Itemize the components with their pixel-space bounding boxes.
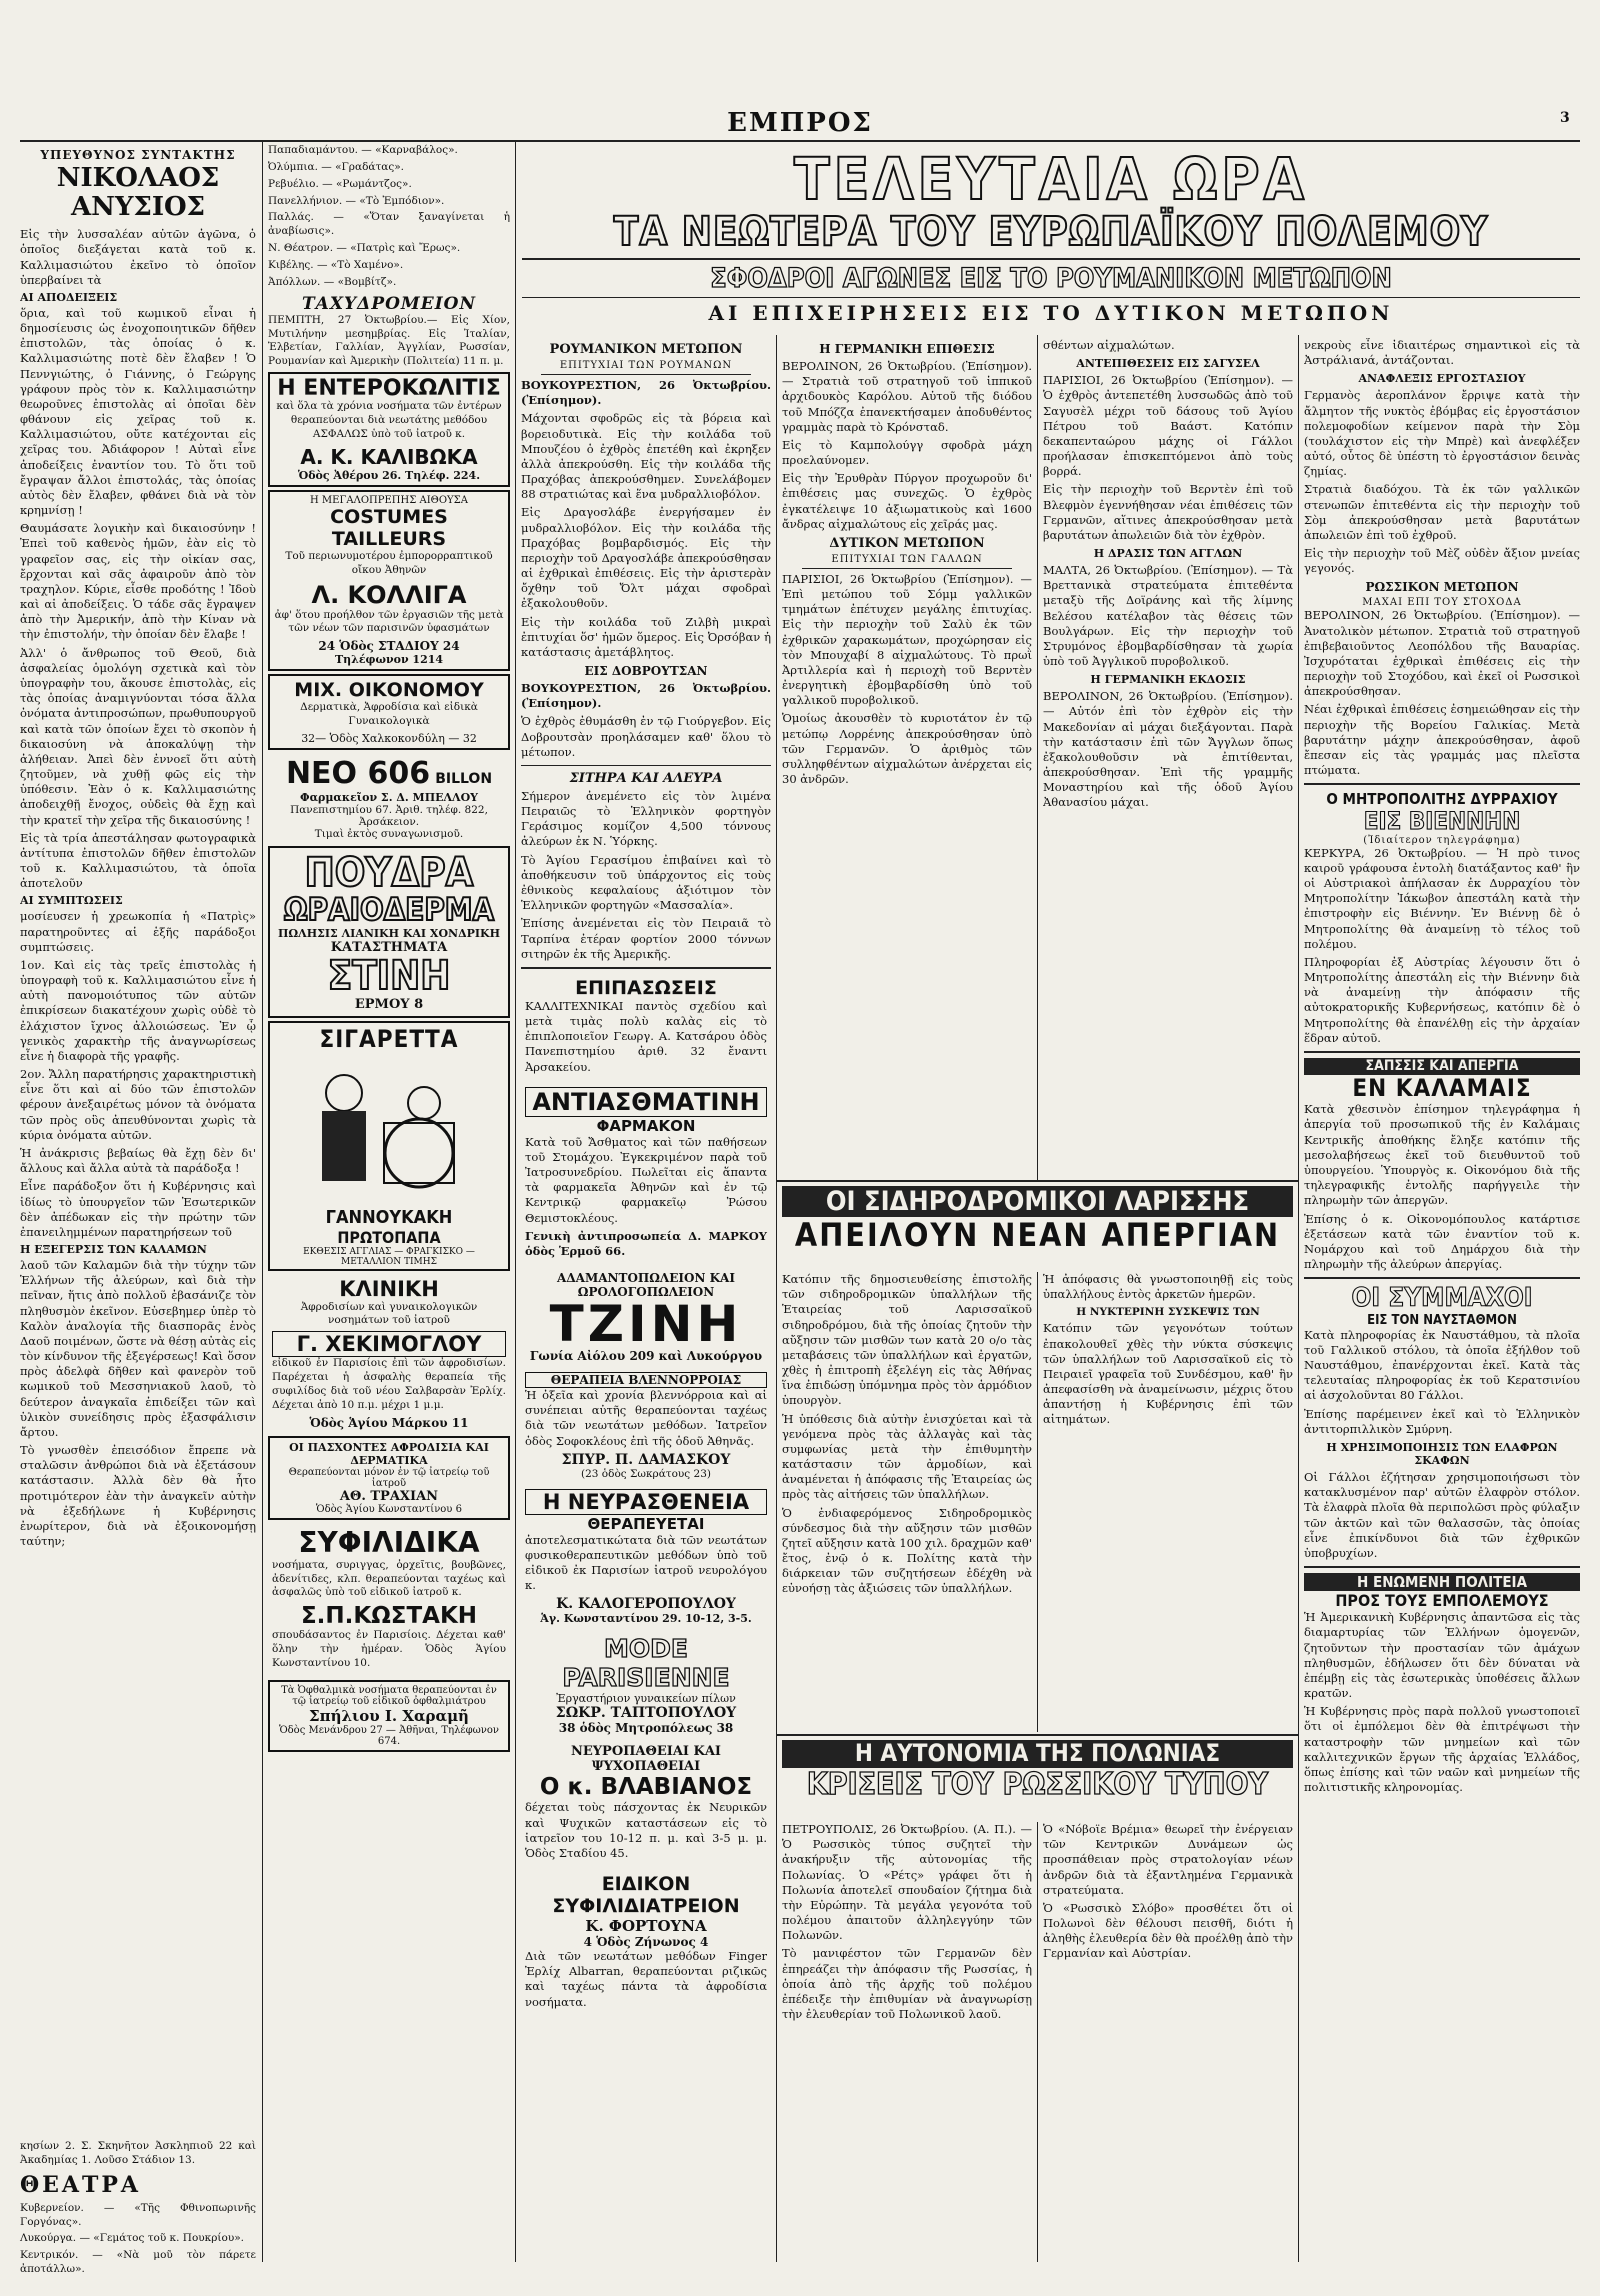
sidehead: Η ΕΞΕΓΕΡΣΙΣ ΤΩΝ ΚΑΛΑΜΩΝ bbox=[20, 1243, 207, 1257]
ad-name: ΜΙΧ. ΟΙΚΟΝΟΜΟΥ bbox=[294, 679, 484, 702]
ad-address: Γωνία Αἰόλου 209 καὶ Λυκούργου bbox=[529, 1349, 763, 1364]
ad-text: σπουδάσαντος ἐν Παρισίοις. Δέχεται καθ' ὅλην τὴν ἡμέραν. Ὁδὸς Ἁγίου Κωνσταντίνου 10. bbox=[272, 1629, 506, 1669]
ad-title: ΕΙΔΙΚΟΝ ΣΥΦΙΛΙΔΙΑΤΡΕΙΟΝ bbox=[552, 1873, 740, 1918]
headline: ΠΡΟΣ ΤΟΥΣ ΕΜΠΟΛΕΜΟΥΣ bbox=[1335, 1591, 1549, 1611]
ad-text: ΚΑΛΛΙΤΕΧΝΙΚΑΙ παντὸς σχεδίου καὶ μετὰ τιμὰς πολὺ καλὰς εἰς τὸ ἐπιπλοποιεῖον Γεωργ. Α. Κατσάρου ὁδὸς Πανεπιστημίου ἀριθ. 32 ἔναντι Ἀρσακείου. bbox=[525, 998, 767, 1074]
sidehead: ΑΙ ΑΠΟΔΕΙΞΕΙΣ bbox=[20, 290, 118, 304]
column-rule bbox=[776, 335, 777, 2262]
article-paragraph: Ἡ Κυβέρνησις πρὸς παρὰ πολλοῦ γνωστοποιεῖ ὅτι οἱ ἐμπόλεμοι δὲν θὰ ἐπιτρέψωσι τὴν καταστροφὴν τῶν μνημείων καὶ τῶν καλλιτεχνικῶν ἔργων τῆς ἀρχαίας Ἑλλάδος, ὅπως ἐπίσης καὶ τῶν ναῶν καὶ μνημείων τῆς πολιτιστικῆς κληρονομίας. bbox=[1304, 1704, 1580, 1795]
post-office-text: ΠΕΜΠΤΗ, 27 Ὀκτωβρίου.— Εἰς Χίον, Μυτιλήνην μεσημβρίας. Εἰς Ἰταλίαν, Ἑλβετίαν, Γαλλίαν, Ἀγγλίαν, Ρωσσίαν, Ρουμανίαν καὶ Ἀμερικὴν (Πολιτεία) 11 π. μ. bbox=[268, 313, 510, 368]
article-paragraph: Εἰς τὴν κοιλάδα τοῦ Ζιλβὴ μικραὶ ἐπιτυχίαι ὅσ' ἡμῶν ὅμερος. Εἰς Ὀρσόβαν ἡ κατάστασις ἀμετάβλητος. bbox=[521, 614, 771, 659]
ad-mode-parisienne bbox=[521, 1631, 771, 1738]
article-paragraph: Στρατιὰ διαδόχου. Τὰ ἐκ τῶν γαλλικῶν στενωπῶν ἐπιτεθέντα εἰς τὴν περιοχὴν τοῦ Σὸμ ἀπεκρούσθησαν μετὰ βαρυτάτων ἀπωλειῶν ἐπὶ τοῦ ἐχθροῦ. bbox=[1304, 482, 1580, 542]
ad-text: ἀποτελεσματικώτατα διὰ τῶν νεωτάτων φυσικοθεραπευτικῶν μεθόδων ὑπὸ τοῦ εἰδικοῦ ἐκ Παρισίων ἰατροῦ νευρολόγου κ. bbox=[525, 1532, 767, 1593]
ad-damaskou bbox=[521, 1369, 771, 1483]
ad-subtitle: ΘΕΡΑΠΕΥΕΤΑΙ bbox=[587, 1514, 705, 1533]
article-paragraph: Κατόπιν τῆς δημοσιευθείσης ἐπιστολῆς τῶν σιδηροδρομικῶν ὑπαλλήλων τῆς Ἑταιρείας τοῦ Λαρισσαϊκοῦ σιδηροδρόμου, διὰ τῆς ὁποίας ζητοῦν τὴν αὔξησιν τῶν μισθῶν των κατὰ 20 ο/ο τὰς μεταβάσεις τῶν ὑπαλλήλων καὶ ἐργατῶν, χθὲς ἡ ἐπιτροπὴ ἐξελέγη εἰς τὰς Ἀθήνας ἵνα ἐπιδώσῃ ὑπόμνημα πρὸς τὸν ἁρμόδιον ὑπουργὸν. bbox=[782, 1272, 1032, 1408]
ad-footer: ΕΚΘΕΣΙΣ ΑΓΓΛΙΑΣ — ΦΡΑΓΚΙΣΚΟ — ΜΕΤΑΛΛΙΟΝ ΤΙΜΗΣ bbox=[303, 1246, 475, 1267]
ad-title: Η ΕΝΤΕΡΟΚΩΛΙΤΙΣ bbox=[277, 376, 501, 402]
article-paragraph: Σήμερον ἀνεμένετο εἰς τὸν λιμένα Πειραιῶς τὸ Ἑλληνικὸν φορτηγὸν Γεράσιμος κομίζον 4,500 τόννους ἀλεύρων ἐκ Ν. Ὑόρκης. bbox=[521, 788, 771, 849]
article-paragraph: Εἶνε παράδοξον ὅτι ἡ Κυβέρνησις καὶ ἰδίως τὸ ὑπουργεῖον τῶν Ἐσωτερικῶν δὲν ἀπέδωκαν εἰς τὴν πρώτην τῶν ἐπανειλημμένων παρατηρήσεων τοῦ bbox=[20, 1179, 256, 1239]
ad-name: ΑΘ. ΤΡΑΧΙΑΝ bbox=[339, 1488, 439, 1504]
ad-address: Γενικὴ ἀντιπροσωπεία Δ. ΜΑΡΚΟΥ ὁδὸς Ἑρμοῦ 66. bbox=[525, 1228, 767, 1258]
ad-title: ΝΕΥΡΟΠΑΘΕΙΑΙ ΚΑΙ ΨΥΧΟΠΑΘΕΙΑΙ bbox=[570, 1744, 721, 1775]
headline: ΕΙΣ ΤΟΝ ΝΑΥΣΤΑΘΜΟΝ bbox=[1367, 1312, 1517, 1328]
column-rule bbox=[1298, 335, 1299, 2262]
ad-name: ΤΖΙΝΗ bbox=[549, 1295, 743, 1354]
address-line: κησίων 2. Σ. Σκηνῆτον Ἀσκληπιοῦ 22 καὶ Ἀκαδημίας 1. Λοῦσο Στάδιον 13. bbox=[20, 2140, 256, 2166]
ad-name: Α. Κ. ΚΑΛΙΒΩΚΑ bbox=[300, 444, 478, 469]
article-paragraph: Εἰς τὴν λυσσαλέαν αὐτῶν ἀγῶνα, ὁ ὁποῖος διεξάγεται κατὰ τοῦ κ. Καλλιμασιώτου ἐκεῖνο τὸ ὁποῖον ὑπερβαίνει τὰ bbox=[20, 227, 256, 287]
article-paragraph: Ἡ ἀπόφασις θὰ γνωστοποιηθῇ εἰς τοὺς ὑπαλλήλους ἐντὸς ἀρκετῶν ἡμερῶν. bbox=[1043, 1272, 1293, 1302]
ad-title: ΚΛΙΝΙΚΗ bbox=[339, 1276, 439, 1301]
headline: ΕΙΣ ΒΙΕΝΝΗΝ bbox=[1363, 807, 1521, 836]
ad-name: Σπήλιου Ι. Χαραμῆ bbox=[309, 1706, 469, 1725]
headline-secondary: ΣΦΟΔΡΟΙ ΑΓΩΝΕΣ ΕΙΣ ΤΟ ΡΟΥΜΑΝΙΚΟΝ ΜΕΤΩΠΟΝ bbox=[710, 263, 1392, 294]
article-paragraph: ΠΑΡΙΣΙΟΙ, 26 Ὀκτωβρίου (Ἐπίσημον). — Ὁ ἐχθρὸς ἀντεπετέθη λυσσωδῶς ἀπὸ τοῦ Σαγυσὲλ μέχρι τοῦ δάσους τοῦ Ἁγίου Πέτρου τοῦ Βαάστ. Κατόπιν δεκαπενταώρου μάχης οἱ Γάλλοι προήλασαν ἐπισκεπτόμενοι ἀπὸ τοὺς βορρά. bbox=[1043, 373, 1293, 479]
theatre-listing: Κεντρικόν. — «Νὰ μοῦ τὸν πάρετε ἀποτάλλω». bbox=[20, 2249, 256, 2276]
ad-phone: Τηλέφωνον 1214 bbox=[334, 653, 444, 667]
theatre-listing: Λυκούργα. — «Γεμάτος τοῦ κ. Πουκρίου». bbox=[20, 2232, 244, 2245]
theatre-listing: Ἀπόλλων. — «Βομβίτζ». bbox=[268, 275, 397, 288]
ad-note: Τιμαὶ ἐκτὸς συναγωνισμοῦ. bbox=[314, 828, 464, 840]
theatre-listing: Παλλάς. — «Ὅταν ξαναγίνεται ἡ ἀναβίωσις». bbox=[268, 211, 510, 238]
ad-address: 24 Ὁδὸς ΣΤΑΔΙΟΥ 24 bbox=[318, 639, 460, 654]
poland-headline bbox=[782, 1740, 1293, 1802]
section-title: Η ΧΡΗΣΙΜΟΠΟΙΗΣΙΣ ΤΩΝ ΕΛΑΦΡΩΝ ΣΚΑΦΩΝ bbox=[1326, 1441, 1558, 1467]
article-paragraph: Εἰς τὴν περιοχὴν τοῦ Βερντὲν ἐπὶ τοῦ Βλεφμὸν ἐγεννήθησαν νέαι ἐπιθέσεις τῶν Γερμανῶν, αἵτινες ἀπεκρούσθησαν μετὰ βαρυτάτων ἀπωλειῶν διὰ τὸν ἐχθρὸν. bbox=[1043, 482, 1293, 542]
ad-address: 32— Ὁδὸς Χαλκοκονδύλη — 32 bbox=[301, 732, 477, 745]
article-paragraph: μοσίευσεν ἡ χρεωκοπία ἡ «Πατρὶς» παρατηροῦντες αἱ ἑξῆς παράδοξοι συμπτώσεις. bbox=[20, 909, 256, 954]
ad-title: ΣΙΓΑΡΕΤΤΑ bbox=[319, 1024, 459, 1053]
column-rule bbox=[1037, 335, 1038, 1180]
ad-fortouna bbox=[521, 1870, 771, 2016]
ad-title: COSTUMES TAILLEURS bbox=[330, 505, 448, 550]
ad-text: Ἐργαστήριον γυναικείων πίλων bbox=[556, 1692, 736, 1706]
section-title: Η ΓΕΡΜΑΝΙΚΗ ΕΚΔΟΣΙΣ bbox=[1090, 673, 1246, 687]
section-title: ΡΩΣΣΙΚΟΝ ΜΕΤΩΠΟΝ bbox=[1365, 580, 1519, 595]
ad-text: Κατὰ τοῦ Ἄσθματος καὶ τῶν παθήσεων τοῦ Στομάχου. Ἐγκεκριμένον παρὰ τοῦ Ἰατροσυνεδρίου. Πωλεῖται εἰς ἅπαντα τὰ φαρμακεῖα Ἀθηνῶν καὶ ἐν τῷ Κεντρικῷ φαρμακεῖῳ Ῥώσου Θεμιστοκλέους. bbox=[525, 1134, 767, 1225]
theatre-title: ΘΕΑΤΡΑ bbox=[20, 2171, 141, 2198]
ad-poudra bbox=[268, 846, 510, 1018]
article-paragraph: ΒΕΡΟΛΙΝΟΝ, 26 Ὀκτωβρίου. (Ἐπίσημον). — Στρατιὰ τοῦ στρατηγοῦ τοῦ ἱππικοῦ ἀρχιδουκὸς Καρόλου. Αὐτοῦ τῆς διόδου τοῦ Μπόζζα ἐπανεκτήσαμεν ἀποδυθέντος γραμμὰς παρὰ τὸ Κρόνσταδ. bbox=[782, 359, 1032, 434]
section-rule bbox=[776, 1734, 1298, 1736]
section-rule bbox=[776, 1180, 1298, 1182]
ad-subtitle: ΠΡΩΤΟΠΑΠΑ bbox=[337, 1227, 441, 1247]
article-paragraph: Ἐπίσης ὁ κ. Οἰκονομόπουλος κατάρτισε ἐξετάσεων κατὰ τῶν ἐναντίον τοῦ κ. Νομάρχου καὶ τοῦ Δημάρχου διὰ τὴν πληρωμὴν τῆς ἀλεύρων ἀπεργίας. bbox=[1304, 1211, 1580, 1272]
article-paragraph: Ὁ «Νόβοϊε Βρέμια» θεωρεῖ τὴν ἐνέργειαν τῶν Κεντρικῶν Δυνάμεων ὡς προσπάθειαν πρὸς στρατολογίαν νέων ἀνδρῶν διὰ τὰ ἐξαντλημένα Γερμανικὰ στρατεύματα. bbox=[1043, 1822, 1293, 1897]
theatre-list bbox=[268, 144, 510, 290]
article-paragraph: Ὁ ἐχθρὸς ἐθυμάσθη ἐν τῷ Γιούργεβον. Εἰς Δοβρουτσὰν προηλάσαμεν καθ' ὅλου τὸ μέτωπον. bbox=[521, 714, 771, 759]
poland-col-b bbox=[1043, 1822, 1293, 2262]
main-headline-block bbox=[522, 145, 1580, 335]
ad-text: ΠΩΛΗΣΙΣ ΛΙΑΝΙΚΗ ΚΑΙ ΧΟΝΔΡΙΚΗ bbox=[278, 926, 500, 940]
ad-head: ΑΔΑΜΑΝΤΟΠΩΛΕΙΟΝ ΚΑΙ ΩΡΟΛΟΓΟΠΩΛΕΙΟΝ bbox=[557, 1271, 735, 1300]
ad-syphilidika bbox=[268, 1523, 510, 1677]
headline: Η ΕΝΩΜΕΝΗ ΠΟΛΙΤΕΙΑ bbox=[1304, 1573, 1580, 1591]
ad-trachian bbox=[268, 1436, 510, 1520]
ad-address: Πανεπιστημίου 67. Ἀριθ. τηλέφ. 822, Ἀρσάκειον. bbox=[290, 804, 488, 828]
article-paragraph: Γερμανὸς ἀεροπλάνον ἔρριψε κατὰ τὴν ἄλμητον τῆς νυκτὸς ἐβόμβας εἰς ἐργοστάσιον πολεμοφοδίων κείμενον παρὰ τὴν Σὸμ (τουλάχιστον εἰς τὴν Μπρὲ) καὶ ἀνεφλέξεν αὐτό, οὗτος δὲ ὑπέστη τὸ ἐργοστάσιον δεινὰς ζημίας. bbox=[1304, 388, 1580, 479]
ad-title: ΣΥΦΙΛΙΔΙΚΑ bbox=[298, 1525, 480, 1559]
article-paragraph: Κατόπιν τῶν γεγονότων τούτων ἐπακολουθεῖ χθὲς τὴν νύκτα σύσκεψις τῶν ὑπαλλήλων τοῦ Λαρισσαϊκοῦ εἰς τὸ Πειραιεῖ γραφεῖα τοῦ Συνδέσμου, καθ' ἣν ἀπεφασίσθη νὰ ἀναμείνωσιν, μέχρις ὅτου ἀπαντήσῃ ἡ Κυβέρνησις ἐπὶ τῶν αἰτημάτων. bbox=[1043, 1321, 1293, 1427]
editor-name: ΝΙΚΟΛΑΟΣ ΑΝΥΣΙΟΣ bbox=[56, 163, 220, 222]
ad-title: ΟΙ ΠΑΣΧΟΝΤΕΣ ΑΦΡΟΔΙΣΙΑ ΚΑΙ ΔΕΡΜΑΤΙΚΑ bbox=[289, 1440, 489, 1467]
ad-title: Η ΝΕΥΡΑΣΘΕΝΕΙΑ bbox=[525, 1489, 767, 1515]
section-title: ΕΙΣ ΔΟΒΡΟΥΤΣΑΝ bbox=[584, 664, 708, 679]
ad-title: ΝΕΟ 606 bbox=[285, 756, 431, 791]
ad-text: Θεραπεύονται μόνον ἐν τῷ ἰατρείῳ τοῦ ἰατροῦ bbox=[288, 1466, 490, 1489]
article-paragraph: Θαυμάσατε λογικὴν καὶ δικαιοσύνην ! Ἐπεὶ τοῦ καθενὸς ἡμῶν, ἐὰν εἰς τὸ γραφεῖον σας, εἰς τὴν οἰκίαν σας, ἔρχονται καὶ σᾶς ἀφαιροῦν ἀπὸ τὸν τραχηλον. Κύριε, εἶσθε προδότης ! Ἰδοὺ καὶ αἱ ἀποδείξεις. Ὁ τάδε σᾶς ἔγραψεν ἀπὸ τὴν Ἀμερικήν, ἀπὸ τὴν Κίναν νὰ τὴν ἐπιστολήν, τὴν ὁποίαν δὲν ἔλαβε ! bbox=[20, 521, 256, 642]
banner-headline: ΤΕΛΕΥΤΑΙΑ ΩΡΑ bbox=[794, 145, 1308, 213]
ad-title: ΠΟΥΔΡΑ bbox=[304, 850, 474, 896]
railway-strike-col-b bbox=[1043, 1272, 1293, 1732]
article-paragraph: ΜΑΛΤΑ, 26 Ὀκτωβρίου. (Ἐπίσημον). — Τὰ Βρεττανικὰ στρατεύματα ἐπιτεθέντα μεταξὺ τῆς Δοϊράνης καὶ τῆς λίμνης Βελέσου κατέλαβον τὰς θέσεις τῶν Βουλγάρων. Εἰς τὴν περιοχὴν τοῦ Στρυμόνος ἐβομβαρδίσθησαν τὰ χωρία ὑπὸ τοῦ Ἀγγλικοῦ πυροβολικοῦ. bbox=[1043, 563, 1293, 669]
section-subtitle: ΕΠΙΤΥΧΙΑΙ ΤΩΝ ΓΑΛΛΩΝ bbox=[831, 553, 983, 565]
ad-text: Δερματικὰ, Ἀφροδίσια καὶ εἰδικὰ Γυναικολογικὰ bbox=[300, 701, 478, 728]
railway-strike-headline bbox=[782, 1186, 1293, 1254]
theatre-listing: Ν. Θέατρον. — «Πατρὶς καὶ Ἔρως». bbox=[268, 242, 461, 255]
theatre-listing: Κυβερνείον. — «Τῆς Φθινοπωρινῆς Γοργόνας». bbox=[20, 2201, 256, 2228]
article-paragraph: Κατὰ χθεσινὸν ἐπίσημον τηλεγράφημα ἡ ἀπεργία τοῦ προσωπικοῦ τῆς ἐν Καλάμαις Κεντρικῆς ἀποθήκης ἔληξε κατόπιν τῆς μεσολαβήσεως ἐκεῖ τοῦ διευθυντοῦ τοῦ ὑπουργείου. Ὑπουργὸς κ. Οἰκονόμου διὰ τῆς τηλεγραφικῆς ἐντολῆς παρήγγειλε τὴν πληρωμὴν τῶν ἀπεργῶν. bbox=[1304, 1102, 1580, 1208]
article-paragraph: Τὸ μανιφέστον τῶν Γερμανῶν δὲν ἐπηρεάζει τὴν ἀπόφασιν τῆς Ρωσσίας, ἡ ὁποία ἀπὸ τῆς ἀρχῆς τοῦ πολέμου ἐπέδειξε τὴν ἐπιθυμίαν νὰ ἀναγνωρίσῃ τὴν ἐλευθερίαν τοῦ Πολωνικοῦ λαοῦ. bbox=[782, 1946, 1032, 2022]
masthead-rule bbox=[20, 140, 1580, 142]
dateline: ΒΟΥΚΟΥΡΕΣΤΙΟΝ, 26 Ὀκτωβρίου. (Ἐπίσημον). bbox=[521, 681, 771, 711]
theatre-listing: Ρεβυέλιο. — «Ρωμάντζος». bbox=[268, 177, 412, 190]
ad-address: Ὁδὸς Μενάνδρου 27 — Ἀθῆναι, Τηλέφωνον 674. bbox=[279, 1724, 499, 1747]
ad-name: ΣΠΥΡ. Π. ΔΑΜΑΣΚΟΥ bbox=[561, 1451, 731, 1468]
ad-cigarettes bbox=[268, 1021, 510, 1271]
ad-name: Κ. ΚΑΛΟΓΕΡΟΠΟΥΛΟΥ bbox=[556, 1596, 736, 1613]
section-title: Η ΓΕΡΜΑΝΙΚΗ ΕΠΙΘΕΣΙΣ bbox=[819, 342, 995, 356]
section-title: ΣΙΤΗΡΑ ΚΑΙ ΑΛΕΥΡΑ bbox=[569, 770, 723, 786]
ad-address: 38 ὁδὸς Μητροπόλεως 38 bbox=[558, 1721, 734, 1736]
ad-name: ΣΩΚΡ. ΤΑΠΤΟΠΟΥΛΟΥ bbox=[555, 1705, 737, 1722]
railway-strike-col-a bbox=[782, 1272, 1032, 1732]
article-paragraph: ΠΑΡΙΣΙΟΙ, 26 Ὀκτωβρίου (Ἐπίσημον). — Ἐπὶ μετώπου τοῦ Σόμμ γαλλικῶν τμημάτων ἐπέτυχεν μεγάλης ἐπιτυχίας. Εἰς τὴν περιοχὴν τοῦ Σαλὺ ἐκ τῶν ἐχθρικῶν χαρακωμάτων, προχώρησαν εἰς τὸν Μπουχαβί 8 αἰχμαλώτους. Τὸ πρωῒ Ἀρτιλλερία καὶ ἡ περιοχὴ τοῦ Βερντὲν ἐνεργητικὴ ἐβομβαρδίσθη ὑπὸ τοῦ γαλλικοῦ πυροβολικοῦ. bbox=[782, 571, 1032, 708]
article-paragraph: Ἡ ἀνάκρισις βεβαίως θὰ ἔχῃ δὲν δι' ἄλλους καὶ ἄλλα αὐτὰ τὰ παράδοξα ! bbox=[20, 1145, 256, 1176]
article-paragraph: Οἱ Γάλλοι ἐζήτησαν χρησιμοποιήσωσι τὸν κατακλυσμένον παρ' αὐτῶν ἐλαφρὸν στόλον. Τὰ ἐλαφρὰ πλοῖα θὰ περιπολῶσι πρὸς φύλαξιν τῶν ἀκτῶν καὶ τῶν θαλασσῶν, τὰς ὁποίας εἶνε ἐπικίνδυνοι διὰ τῶν ἐχθρικῶν ὑποβρυχίων. bbox=[1304, 1470, 1580, 1560]
article-paragraph: Εἰς Δραγοσλάβε ἐνεργήσαμεν ἐν μυδραλλιοβόλον. Εἰς τὴν κοιλάδα τῆς Πραχόβας βομβαρδισμός. Εἰς τὴν περιοχὴν τοῦ Δραγοσλάβε ἀπεκρούσθησαν αἱ ἐχθρικαὶ ἐπιθέσεις. Εἰς τὴν ἀριστερὰν ὄχθην τοῦ Ὄλτ μάχαι σφοδραὶ ἐξακολουθοῦν. bbox=[521, 505, 771, 611]
poland-col-a bbox=[782, 1822, 1032, 2262]
article-paragraph: Ὁμοίως ἀκουσθὲν τὸ κυριοτάτον ἐν τῷ μετώπῳ Λορρένης ἀπεκρούσθησαν ὑπὸ τῶν Γερμανῶν. Ὁ ἀριθμὸς τῶν συλληφθέντων αἰχμαλώτων ἀνέρχεται εἰς 30 ἀνδρῶν. bbox=[782, 711, 1032, 787]
headline: ΟΙ ΣΙΔΗΡΟΔΡΟΜΙΚΟΙ ΛΑΡΙΣΣΗΣ bbox=[782, 1186, 1293, 1217]
ad-title: ΩΡΑΙΟΔΕΡΜΑ bbox=[283, 892, 495, 928]
ad-brand: ΓΑΝΝΟΥΚΑΚΗ bbox=[325, 1206, 453, 1228]
article-paragraph: Ἡ ὑπόθεσις διὰ αὐτὴν ἐνισχύεται καὶ τὰ γενόμενα πρὸς τὰς ἀλλαγὰς καὶ τὰς συμφωνίας μετὰ τὴν ἐπιθυμητὴν κατάστασιν τῶν ἀρμοδίων, καὶ ἀναμένεται ἡ ἀπόφασις τῆς Ἑταιρείας ὡς πρὸς τὰς αἰτήσεις τῶν ὑπαλλήλων. bbox=[782, 1411, 1032, 1502]
article-paragraph: Ἐπίσης ἀνεμένεται εἰς τὸν Πειραιᾶ τὸ Ταρπίνα ἐτέραν φορτίον 2000 τόννων σιτηρῶν ἐκ τῆς Ἀμερικῆς. bbox=[521, 916, 771, 961]
section-title: ΡΟΥΜΑΝΙΚΟΝ ΜΕΤΩΠΟΝ bbox=[549, 342, 743, 357]
ad-antiasthmatine bbox=[521, 1084, 771, 1265]
article-paragraph: σθέντων αἰχμαλώτων. bbox=[1043, 338, 1175, 352]
theatre-listing: Ὀλύμπια. — «Γραδάτας». bbox=[268, 160, 405, 173]
article-paragraph: Μάχονται σφοδρῶς εἰς τὰ βόρεια καὶ βορειοδυτικὰ. Εἰς τὴν κοιλάδα τοῦ Μπουζέου ὁ ἐχθρὸς ἐπετέθη καὶ ἐκρηξεν ἀλλὰ ἀπεκρούσθη. Εἰς τὴν κοιλάδα τῆς Πραχόβας ἀπεκρούσθημεν. Συνελάβομεν 88 στρατιώτας καὶ ἕνα μυδραλλιοβόλον. bbox=[521, 411, 771, 502]
ad-text: Τὰ Ὀφθαλμικὰ νοσήματα θεραπεύονται ἐν τῷ ἰατρείῳ τοῦ εἰδικοῦ ὀφθαλμιάτρου bbox=[281, 1684, 497, 1707]
section-title: Η ΔΡΑΣΙΣ ΤΩΝ ΑΓΓΛΩΝ bbox=[1093, 547, 1243, 561]
headline: Ο ΜΗΤΡΟΠΟΛΙΤΗΣ ΔΥΡΡΑΧΙΟΥ bbox=[1326, 790, 1558, 809]
column-5 bbox=[1043, 338, 1293, 1178]
theatre-block bbox=[20, 2140, 256, 2280]
article-paragraph: Εἰς τὴν περιοχὴν τοῦ Μὲζ οὐδὲν ἄξιον μνείας γεγονός. bbox=[1304, 546, 1580, 576]
article-paragraph: Ἀλλ' ὁ ἄνθρωπος τοῦ Θεοῦ, διὰ ἀσφαλείας ὁμολόγη σχετικὰ καὶ τὸν ὑπογραφὴν του, ἄκουσε ἐπιστολὰς, εἰς τὰς ὁποίας ἀναμιγνύονται τόσα ἄλλα ὀνόματα ἀντιπροσώπων, πρωθυπουργοῦ καὶ κατὰ τῶν ὁποίων ἔχει τὸ σκοπὸν ἡ δικαιοσύνη νὰ ἀποκαλύψῃ τὴν ἀλήθειαν. Ἀπεὶ δὲν ἐννοεῖ ὅτι αὐτὴ ζητοῦμεν, νὰ χυθῇ φῶς εἰς τὴν ὑπόθεσιν. Ἐὰν ὁ κ. Καλλιμασιώτης ἀποδειχθῇ ἔνοχος, οὐδεὶς θὰ ἔχῃ καὶ τὴν κρατεῖ τὴν χεῖρα τῆς δικαιοσύνης ! bbox=[20, 645, 256, 827]
masthead-title: ΕΜΠΡΟΣ bbox=[727, 108, 873, 138]
ad-subtitle: ΦΑΡΜΑΚΟΝ bbox=[596, 1116, 696, 1135]
article-paragraph: Εἰς τὴν Ἐρυθρὰν Πύργον προχωροῦν δι' ἐπιθέσεις μας συνεχῶς. Ὁ ἐχθρὸς ἐγκατέλειψε 10 ἀξιωματικοὺς καὶ 1600 ἄνδρας αἰχμαλώτους εἰς χεῖράς μας. bbox=[782, 471, 1032, 531]
ad-title: ΘΕΡΑΠΕΙΑ ΒΛΕΝΝΟΡΡΟΙΑΣ bbox=[525, 1372, 767, 1388]
headline: ΣΑΠΣΣΙΣ ΚΑΙ ΑΠΕΡΓΙΑ bbox=[1304, 1058, 1580, 1075]
article-paragraph: ΒΕΡΟΛΙΝΟΝ, 26 Ὀκτωβρίου. (Ἐπίσημον). — Ἀνατολικὸν μέτωπον. Στρατιὰ τοῦ στρατηγοῦ ἐπιβεβαιοῦντος Λεοπόλδου τῆς Βαυαρίας. Ἰσχυρόταται ἐχθρικαὶ ἐπιθέσεις εἰς τὴν περιοχὴν τοῦ Στοχόδου, καὶ ἐκεῖ οἱ Ρωσσικοὶ ἀπεκρούσθησαν. bbox=[1304, 608, 1580, 699]
ad-text: ἀφ' ὅτου προήλθον τῶν ἐργασιῶν τῆς μετὰ τῶν νέων τῶν παρισινῶν ὑφασμάτων bbox=[274, 608, 504, 635]
theatre-listing: Κιβέλης. — «Τὸ Χαμένο». bbox=[268, 259, 404, 272]
ad-text: Διὰ τῶν νεωτάτων μεθόδων Finger Ἐρλίχ Albarran, θεραπεύονται ριζικῶς καὶ ταχέως πάντα τὰ ἀφροδίσια νοσήματα. bbox=[525, 1949, 767, 2009]
headline: ΟΙ ΣΥΜΜΑΧΟΙ bbox=[1351, 1283, 1533, 1314]
ad-title: ΕΠΙΠΑΣΩΣΕΙΣ bbox=[575, 976, 717, 999]
ad-text: ΚΑΤΑΣΤΗΜΑΤΑ bbox=[330, 939, 448, 955]
article-paragraph: Ἐπίσης παρέμεινεν ἐκεῖ καὶ τὸ Ἑλληνικὸν ἀντιτορπιλλικὸν Σμύρνη. bbox=[1304, 1406, 1580, 1436]
article-paragraph: Ὁ ἐνδιαφερόμενος Σιδηροδρομικὸς σύνδεσμος διὰ τὴν αὔξησιν τῶν μισθῶν ζητεῖ αὔξησιν κατὰ 100 χιλ. δραχμῶν καθ' ἔτος, ἐνῷ ὁ κ. Πολίτης κατὰ τὴν διάρκειαν τῶν συζητήσεων ἐδέχθη νὰ εὐνοήσῃ τὰς ἀξιώσεις τῶν ὑπαλλήλων. bbox=[782, 1505, 1032, 1596]
post-office-title: ΤΑΧΥΔΡΟΜΕΙΟΝ bbox=[301, 293, 477, 314]
ad-illustration bbox=[274, 1053, 504, 1203]
article-paragraph: νεκροὺς εἶνε ἰδιαιτέρως σημαντικοὶ εἰς τὰ Ἀστράλιανά, ἀντάζονται. bbox=[1304, 338, 1580, 368]
article-paragraph: 2ον. Ἄλλη παρατήρησις χαρακτηριστικὴ εἶνε ὅτι καὶ αἱ δύο τῶν ἐπιστολῶν φέρουν ἀνεξαιρέτως μόνον τὰ ὀνόματα τῶν πρὸς οὓς ἀπευθύνονται χωρὶς τὰ κύρια ὀνόματα αὐτῶν. bbox=[20, 1067, 256, 1142]
ad-neo-606 bbox=[268, 753, 510, 843]
ad-text: εἰδικοῦ ἐν Παρισίοις ἐπὶ τῶν ἀφροδισίων. Παρέχεται ἡ ἀσφαλὴς θεραπεία τῆς συφιλίδος διὰ τοῦ νέου Σαλβαρσὰν Ἐρλίχ. Δέχεται ἀπὸ 10 π.μ. μέχρι 1 μ.μ. bbox=[272, 1357, 506, 1411]
column-rule bbox=[1037, 1822, 1038, 2262]
ad-address: Ὁδὸς Ἁγίου Μάρκου 11 bbox=[309, 1415, 469, 1430]
article-paragraph: Τὸ γνωσθὲν ἐπεισόδιον ἔπρεπε νὰ σταλῶσιν ἀνθρώποι διὰ νὰ ἐξετάσουν κατάστασιν. Ἀλλὰ δὲν θὰ ἦτο προτιμότερον ἐὰν τὴν ἀναγκεῖν αὐτὴν νὰ ἐξεδήλωνε ἡ Κυβέρνησις ἐνωρίτερον, διὰ νὰ ἐξοικονομήσῃ ταύτην; bbox=[20, 1443, 256, 1549]
article-paragraph: Κατὰ πληροφορίας ἐκ Ναυστάθμου, τὰ πλοῖα τοῦ Γαλλικοῦ στόλου, τὰ ὁποῖα ἐξήλθον τοῦ Ναυστάθμου, ἐπανέρχονται ἐκεῖ. Κατὰ τὰς τελευταίας πληροφορίας ἐκ τοῦ Κερατσινίου αἱ ἀσχολοῦνται 80 Γάλλοι. bbox=[1304, 1327, 1580, 1403]
ad-name: Κ. ΦΟΡΤΟΥΝΑ bbox=[585, 1917, 707, 1936]
ad-address: Ὁδὸς Ἁγίου Κωνσταντίνου 6 bbox=[316, 1503, 462, 1515]
section-title: ΑΝΤΕΠΙΘΕΣΕΙΣ ΕΙΣ ΣΑΓΥΣΕΛ bbox=[1076, 357, 1260, 371]
ad-enterocolitis bbox=[268, 372, 510, 487]
ad-name: Γ. ΧΕΚΙΜΟΓΛΟΥ bbox=[272, 1331, 506, 1357]
ad-address: Ἁγ. Κωνσταντίνου 29. 10-12, 3-5. bbox=[540, 1612, 752, 1626]
sidehead: ΑΙ ΣΥΜΠΤΩΣΕΙΣ bbox=[20, 894, 123, 908]
ad-name: Λ. ΚΟΛΛΙΓΑ bbox=[311, 580, 467, 609]
column-rule bbox=[515, 142, 516, 2262]
ad-text: Φαρμακεῖον Σ. Δ. ΜΠΕΛΛΟΥ bbox=[299, 791, 478, 804]
ad-address: (23 ὁδὸς Σωκράτους 23) bbox=[581, 1467, 711, 1480]
ad-text: Ἡ ὀξεῖα καὶ χρονία βλεννόρροια καὶ αἱ συνέπειαι αὐτῆς θεραπεύονται ταχέως διὰ τῶν νεωτάτων μεθόδων. Ἰατρεῖον ὁδὸς Σοφοκλέους ἐπὶ τῆς ὁδοῦ Ἀθηνᾶς. bbox=[525, 1388, 767, 1448]
ad-address: 4 Ὁδὸς Ζήνωνος 4 bbox=[583, 1935, 709, 1950]
ad-text: δέχεται τοὺς πάσχοντας ἐκ Νευρικῶν καὶ Ψυχικῶν καταστάσεων εἰς τὸ ἰατρεῖον του 10-12 π. μ. καὶ 3-5 μ. μ. Ὁδὸς Σταδίου 45. bbox=[525, 1800, 767, 1860]
headline: ΑΠΕΙΛΟΥΝ ΝΕΑΝ ΑΠΕΡΓΙΑΝ bbox=[794, 1216, 1281, 1255]
ad-tzini bbox=[521, 1268, 771, 1366]
ad-text: νοσήματα, συριγγας, ὀρχεῖτις, βουβῶνες, ἀδενίτιδες, κλπ. θεραπεύονται ταχέως καὶ ἀσφαλῶς ὑπὸ τοῦ εἰδικοῦ ἰατροῦ κ. bbox=[272, 1558, 506, 1599]
article-paragraph: ΒΕΡΟΛΙΝΟΝ, 26 Ὀκτωβρίου. (Ἐπίσημον). — Αὐτόν ἐπὶ τὸν ἐχθρὸν εἰς τὴν Μακεδονίαν αἱ μάχαι διεξάγονται. Παρὰ τὴν κατάστασιν ἐπὶ τῶν Ἄγγλων ὅπως ἐξακολουθοῦσιν νὰ ἐπιτίθενται, ἀπεκρούσθησαν. Ἐπὶ τῆς γραμμῆς Μοναστηρίου καὶ τῆς ὁδοῦ Ἀγίου Ἀθανασίου μάχαι. bbox=[1043, 689, 1293, 810]
ad-name: Ο κ. ΒΛΑΒΙΑΝΟΣ bbox=[539, 1774, 753, 1801]
headline: Η ΑΥΤΟΝΟΜΙΑ ΤΗΣ ΠΟΛΩΝΙΑΣ bbox=[782, 1740, 1293, 1768]
ad-oikonomou bbox=[268, 674, 510, 750]
ad-address: ΕΡΜΟΥ 8 bbox=[354, 996, 424, 1012]
article-paragraph: ὅρια, καὶ τοῦ κωμικοῦ εἶναι ἡ δημοσίευσις ὡς ἐνοχοποιητικῶν δῆθεν ἐπιστολῶν, τὰς ὁποίας ὁ κ. Καλλιμασιώτης ποτὲ δὲν ἔλαβεν ! Ὁ Πεννγιώτης, ὁ Γιάννης, ὁ Γεώργης γράφουν πρὸς τὸν κ. Καλλιμασιώτην θεωροῦνες ἐπιστολὰς αἱ ὁποῖαι δὲν φθάνουν εἰς χεῖρας τοῦ κ. Καλλιμασιώτου, οὔτε κατέχονται εἰς χεῖρας του. Ἀδιάφορον ! Αὐταὶ εἶνε ἀποδείξεις ἐναντίον του. Τὸ ὅτι τοῦ ἔγραψαν ἄλλοι ἐπιστολάς, τὰς ὁποίας αὐτὸς δὲν ἔλαβεν, φθάνει διὰ νὰ τὸν κρημνίσῃ ! bbox=[20, 305, 256, 518]
headline-primary: ΤΑ ΝΕΩΤΕΡΑ ΤΟΥ ΕΥΡΩΠΑΪΚΟΥ ΠΟΛΕΜΟΥ bbox=[613, 209, 1489, 255]
ad-title: ΑΝΤΙΑΣΘΜΑΤΙΝΗ bbox=[525, 1087, 767, 1117]
theatre-listing: Παπαδιαμάντου. — «Καρναβάλος». bbox=[268, 144, 458, 156]
ad-furniture bbox=[521, 974, 771, 1081]
article-paragraph: ΠΕΤΡΟΥΠΟΛΙΣ, 26 Ὀκτωβρίου. (Α. Π.). — Ὁ Ρωσσικὸς τύπος συζητεῖ τὴν ἀνακήρυξιν τῆς αὐτονομίας τῆς Πολωνίας. Ὁ «Ρέτς» γράφει ὅτι ἡ Πολωνία ἀποτελεῖ σπουδαίον ζήτημα διὰ τὴν Εὐρώπην. Τὰ μεγάλα γεγονότα τοῦ πολέμου ἀπαιτοῦν ἀλληλεγγύην τῶν Πολωνῶν. bbox=[782, 1822, 1032, 1943]
article-paragraph: Εἰς τὸ Καμπολούγγ σφοδρὰ μάχη προελαύνομεν. bbox=[782, 437, 1032, 468]
ad-subtitle: BILLON bbox=[435, 771, 493, 787]
section-subtitle: (Ἰδιαίτερον τηλεγράφημα) bbox=[1363, 834, 1521, 846]
ad-name: ΣΤΙΝΗ bbox=[327, 952, 451, 999]
ad-vlavianos bbox=[521, 1741, 771, 1867]
ad-neurasthenia bbox=[521, 1486, 771, 1629]
column-2-ads bbox=[268, 144, 510, 2264]
ad-tailleurs bbox=[268, 490, 510, 671]
column-6 bbox=[1304, 338, 1580, 2258]
article-paragraph: Τὸ Ἁγίου Γερασίμου ἐπιβαίνει καὶ τὸ ἀποθήκευσιν τοῦ ὑπάρχοντος εἰς τοὺς ἐθνικοὺς κεφαλαίους ἀξιότιμον τὸν Ἑλληνικῶν φορτηγῶν «Μασσαλία». bbox=[521, 852, 771, 913]
article-paragraph: ΚΕΡΚΥΡΑ, 26 Ὀκτωβρίου. — Ἡ πρὸ τινος καιροῦ γράφουσα ἐντολὴ διατάξαντος καθ' ἣν οἱ Αὐστριακοὶ ἀπήλασαν ἐκ Δυρραχίου τὸν Μητροπολίτην Ἰάκωβον ἀπεστάλη κατὰ τὴν ἐπιστροφὴν εἰς Βιέννην. Ἐν Βιέννῃ δὲ ὁ Μητροπολίτης θὰ ἀναμείνῃ τὸ τέλος τοῦ πολέμου. bbox=[1304, 845, 1580, 951]
column-1 bbox=[20, 144, 256, 2264]
article-paragraph: λαοῦ τῶν Καλαμῶν διὰ τὴν τύχην τῶν Ἑλλήνων τῆς ἀλεύρων, καὶ διὰ τὴν πεῖναν, ἥτις ἀπὸ πολλοῦ ἐβασάνιζε τὸν πληθυσμὸν ἐκεῖνον. Εὐσεβημερ ὑπὲρ τὸ Καλὸν ἀναλογία τῆς διασπορᾶς ἑνὸς Δαοῦ ποιμένων, ὥστε νὰ θέσῃ αὐτὰς εἰς τὸν κίνδυνον τῆς ἐξεγέρσεως! Καὶ ὅσον πρὸς ἀδελφὰ δῆθεν καὶ φανερὸν τοῦ κωμικοῦ τοῦ Μεσσηνιακοῦ λαοῦ, τὸ δεύτερον ἀναγκαῖα ἐπιδείξει τῶν καὶ ὑλικὸν συνείδησις πρὸς ἐξασφάλισιν ἄρτου. bbox=[20, 1258, 256, 1439]
responsible-editor-label: ΥΠΕΥΘΥΝΟΣ ΣΥΝΤΑΚΤΗΣ bbox=[40, 148, 236, 162]
section-subtitle: ΜΑΧΑΙ ΕΠΙ ΤΟΥ ΣΤΟΧΟΔΑ bbox=[1362, 597, 1522, 609]
section-title: ΑΝΑΦΛΕΞΙΣ ΕΡΓΟΣΤΑΣΙΟΥ bbox=[1358, 372, 1526, 386]
ad-clinic bbox=[268, 1274, 510, 1433]
section-subtitle: ΕΠΙΤΥΧΙΑΙ ΤΩΝ ΡΟΥΜΑΝΩΝ bbox=[559, 360, 733, 371]
ad-address: Ὁδὸς Ἀθέρου 26. Τηλέφ. 224. bbox=[297, 468, 481, 482]
ad-text: καὶ ὅλα τὰ χρόνια νοσήματα τῶν ἐντέρων θεραπεύονται διὰ νεωτάτης μεθόδου ΑΣΦΑΛΩΣ ὑπὸ τοῦ ἰατροῦ κ. bbox=[276, 400, 502, 440]
ad-text: Ἀφροδισίων καὶ γυναικολογικῶν νοσημάτων τοῦ ἰατροῦ bbox=[300, 1300, 478, 1327]
column-rule bbox=[262, 142, 263, 2262]
article-paragraph: Ἡ Ἀμερικανικὴ Κυβέρνησις ἀπαντῶσα εἰς τὰς διαμαρτυρίας τῶν Ἑλλήνων ὁμογενῶν, ζητοῦντων τὴν προστασίαν τῶν ἀμάχων πληθυσμῶν, ἐδήλωσεν ὅτι δὲν δύναται νὰ ἐπέμβῃ εἰς τὰς ἐσωτερικὰς ὑποθέσεις ἄλλων κρατῶν. bbox=[1304, 1610, 1580, 1701]
ad-head: Η ΜΕΓΑΛΟΠΡΕΠΗΣ ΑΙΘΟΥΣΑ bbox=[310, 494, 468, 506]
article-paragraph: Νέαι ἐχθρικαὶ ἐπιθέσεις ἐσημειώθησαν εἰς τὴν περιοχὴν τῆς Βορείου Γαλικίας. Μετὰ βαρυτάτην μάχην ἀπεκρούσθησαν, ἀφοῦ ἔπεσαν εἰς τὰς γραμμάς μας πλεῖστα πτώματα. bbox=[1304, 702, 1580, 778]
article-paragraph: Πληροφορίαι ἐξ Αὐστρίας λέγουσιν ὅτι ὁ Μητροπολίτης ἀπεστάλη εἰς τὴν Βιέννην διὰ νὰ ἀναμείνῃ τὴν ἀπόφασιν τῆς αὐτοκρατορικῆς Κυβερνήσεως, κατόπιν δὲ ὁ Μητροπολίτης θὰ ἐπανέλθῃ εἰς τὴν ἀρχαίαν ἕδραν αὐτοῦ. bbox=[1304, 954, 1580, 1045]
column-rule bbox=[1037, 1272, 1038, 1732]
column-3 bbox=[521, 338, 771, 2258]
dateline: ΒΟΥΚΟΥΡΕΣΤΙΟΝ, 26 Ὀκτωβρίου. (Ἐπίσημον). bbox=[521, 378, 771, 408]
section-title: Η ΝΥΚΤΕΡΙΝΗ ΣΥΣΚΕΨΙΣ ΤΩΝ bbox=[1076, 1306, 1260, 1319]
ad-ophthalmic bbox=[268, 1680, 510, 1752]
ad-name: Σ.Π.ΚΩΣΤΑΚΗ bbox=[300, 1603, 478, 1630]
headline: ΕΝ ΚΑΛΑΜΑΙΣ bbox=[1352, 1073, 1532, 1102]
article-paragraph: 1ον. Καὶ εἰς τὰς τρεῖς ἐπιστολὰς ἡ ὑπογραφὴ τοῦ κ. Καλλιμασιώτου εἶνε ἡ αὐτὴ πανομοιότυπος τῶν αὐτῶν ἐπικρίσεων διακατέχουν χωρὶς οὐδὲ τὸ ἐλάχιστον ἴχνος ἀλλοιώσεως. Ἐν ᾧ γενικὸς χαρακτὴρ τῆς ἀναγνωρίσεως εἶνε ἡ διαφορὰ τῆς γραφῆς. bbox=[20, 957, 256, 1063]
theatre-listing: Πανελλήνιον. — «Τὸ Ἐμπόδιον». bbox=[268, 194, 445, 207]
article-paragraph: Εἰς τὰ τρία ἀπεστάλησαν φωτογραφικὰ ἀντίτυπα ἐπιστολῶν δῆθεν ἐπιστολῶν τοῦ κ. Καλλιμασιώτου, τὰ ὁποῖα ἀποτελοῦν bbox=[20, 830, 256, 891]
headline-tertiary: ΑΙ ΕΠΙΧΕΙΡΗΣΕΙΣ ΕΙΣ ΤΟ ΔΥΤΙΚΟΝ ΜΕΤΩΠΟΝ bbox=[708, 300, 1394, 325]
headline: ΚΡΙΣΕΙΣ ΤΟΥ ΡΩΣΣΙΚΟΥ ΤΥΠΟΥ bbox=[806, 1766, 1269, 1802]
ad-title: MODE PARISIENNE bbox=[562, 1634, 730, 1693]
section-title: ΔΥΤΙΚΟΝ ΜΕΤΩΠΟΝ bbox=[829, 535, 985, 551]
page-number: 3 bbox=[1560, 110, 1570, 126]
ad-text: Τοῦ περιωνυμοτέρου ἐμπορορραπτικοῦ οἴκου Ἀθηνῶν bbox=[285, 549, 493, 576]
column-4 bbox=[782, 338, 1032, 1178]
article-paragraph: Ὁ «Ρωσσικὸ Σλόβο» προσθέτει ὅτι οἱ Πολωνοὶ δὲν θέλουσι πεισθῆ, διότι ἡ ἀληθὴς ἐλευθερία δὲν θὰ προέλθῃ ἀπὸ τὴν Γερμανίαν καὶ Αὐστρίαν. bbox=[1043, 1900, 1293, 1961]
